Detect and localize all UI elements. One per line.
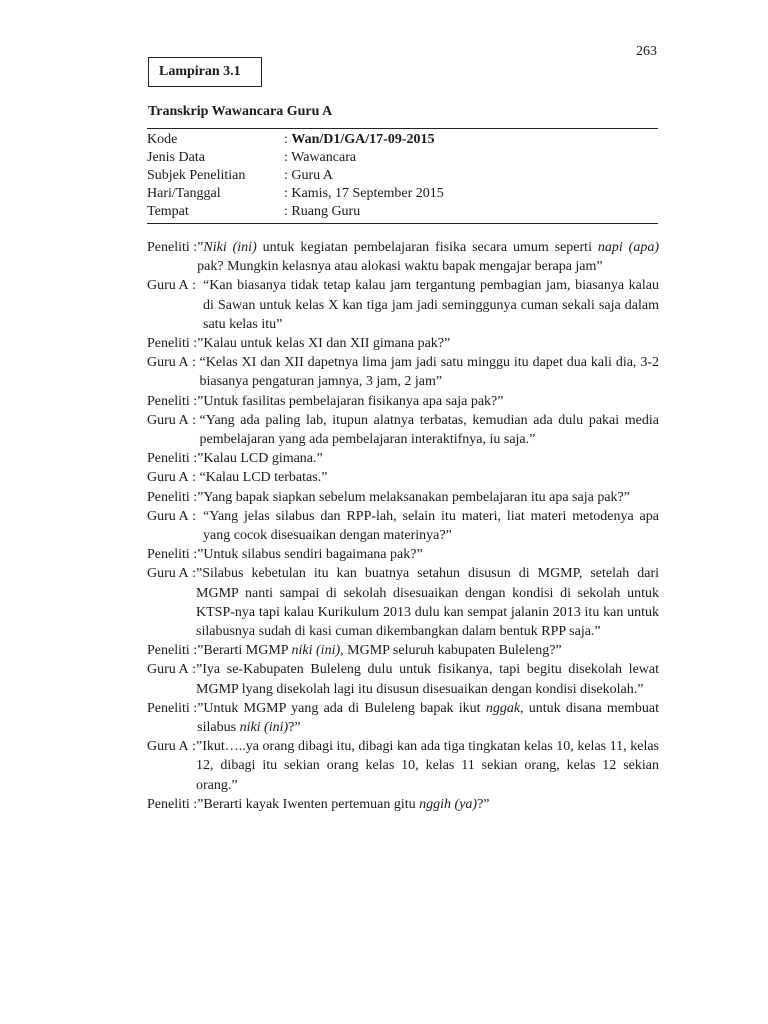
utterance-text: ”Niki (ini) untuk kegiatan pembelajaran fisika secara umum seperti napi (apa) pak? Mungkin kelasnya atau alokasi waktu bapak mengajar berapa jam” xyxy=(197,240,659,275)
metadata-row xyxy=(147,149,658,167)
transcript-entry: Guru A : “Kalau LCD terbatas.” xyxy=(147,468,659,487)
speaker-name: Peneliti xyxy=(147,796,190,812)
utterance-text: ”Yang bapak siapkan sebelum melaksanakan pembelajaran itu apa saja pak?” xyxy=(197,489,630,505)
speaker-name: Peneliti xyxy=(147,451,190,467)
metadata-row xyxy=(147,167,658,185)
utterance-text: ”Kalau untuk kelas XI dan XII gimana pak?” xyxy=(197,336,451,352)
utterance-text: “Yang jelas silabus dan RPP-lah, selain itu materi, liat materi metodenya apa yang cocok disesuaikan dengan materinya?” xyxy=(203,508,659,544)
metadata-value: : Wan/D1/GA/17-09-2015 xyxy=(284,132,435,147)
speaker-name: Guru A xyxy=(147,355,189,371)
interview-transcript xyxy=(147,238,659,814)
metadata-label: Tempat xyxy=(147,204,189,219)
utterance-text: “Yang ada paling lab, itupun alatnya terbatas, kemudian ada dulu pakai media pembelajaran yang ada pembelajaran interaktifnya, iu saja.” xyxy=(199,412,659,448)
transcript-entry: Peneliti : ”Yang bapak siapkan sebelum melaksanakan pembelajaran itu apa saja pak?” xyxy=(147,488,659,507)
metadata-row xyxy=(147,131,658,149)
metadata-value: : Wawancara xyxy=(284,150,357,165)
speaker-name: Peneliti xyxy=(147,393,190,409)
speaker-name: Peneliti xyxy=(147,489,190,505)
transcript-entry: Peneliti : ”Berarti kayak Iwenten pertemuan gitu nggih (ya)?” xyxy=(147,795,659,814)
metadata-label: Hari/Tanggal xyxy=(147,186,221,201)
speaker-name: Guru A xyxy=(147,662,189,678)
speaker-name: Peneliti xyxy=(147,700,190,716)
transcript-entry: Peneliti : ”Niki (ini) untuk kegiatan pembelajaran fisika secara umum seperti napi (apa) pak? Mungkin kelasnya atau alokasi waktu bapak mengajar berapa jam” xyxy=(147,238,659,276)
metadata-value: : Guru A xyxy=(284,168,334,183)
speaker-name: Guru A xyxy=(147,278,189,294)
transcript-entry: Peneliti : ”Untuk MGMP yang ada di Buleleng bapak ikut nggak, untuk disana membuat silabus niki (ini)?” xyxy=(147,699,659,737)
metadata-label: Jenis Data xyxy=(147,150,205,165)
metadata-value: : Ruang Guru xyxy=(284,204,361,219)
page-number: 263 xyxy=(636,44,657,59)
appendix-label: Lampiran 3.1 xyxy=(159,64,241,79)
speaker-name: Guru A xyxy=(147,739,189,755)
metadata-value: : Kamis, 17 September 2015 xyxy=(284,186,444,201)
transcript-entry: Peneliti : ”Untuk fasilitas pembelajaran fisikanya apa saja pak?” xyxy=(147,392,659,411)
utterance-text: ”Berarti MGMP niki (ini), MGMP seluruh kabupaten Buleleng?” xyxy=(197,643,562,659)
speaker-name: Guru A xyxy=(147,566,189,582)
speaker-name: Peneliti xyxy=(147,240,190,255)
transcript-entry: Peneliti : ”Kalau untuk kelas XI dan XII gimana pak?” xyxy=(147,334,659,353)
metadata-label: Kode xyxy=(147,132,178,147)
metadata-row xyxy=(147,203,658,221)
document-title: Transkrip Wawancara Guru A xyxy=(148,104,333,119)
speaker-name: Peneliti xyxy=(147,336,190,352)
speaker-name: Peneliti xyxy=(147,643,190,659)
utterance-text: ”Berarti kayak Iwenten pertemuan gitu nggih (ya)?” xyxy=(197,796,490,812)
transcript-entry: Guru A : “Yang jelas silabus dan RPP-lah, selain itu materi, liat materi metodenya apa yang cocok disesuaikan dengan materinya?” xyxy=(147,507,659,545)
speaker-name: Peneliti xyxy=(147,547,190,563)
utterance-text: ”Untuk MGMP yang ada di Buleleng bapak ikut nggak, untuk disana membuat silabus niki (ini)?” xyxy=(197,700,659,736)
utterance-text: ”Ikut…..ya orang dibagi itu, dibagi kan ada tiga tingkatan kelas 10, kelas 11, kelas 12, dibagi itu sekian orang kelas 10, kelas 11 sekian orang, kelas 12 sekian orang.” xyxy=(196,739,659,793)
utterance-text: ”Kalau LCD gimana.” xyxy=(197,451,323,467)
utterance-text: ”Untuk silabus sendiri bagaimana pak?” xyxy=(197,547,423,563)
speaker-name: Guru A xyxy=(147,508,189,524)
transcript-entry: Guru A : ”Silabus kebetulan itu kan buatnya setahun disusun di MGMP, setelah dari MGMP nanti sampai di sekolah disesuaikan dengan kondisi di sekolah untuk KTSP-nya tapi kalau Kurikulum 2013 dulu kan sempat jalanin 2013 itu kan untuk silabusnya sudah di kasi cuman dikembangkan dalam bentuk RPP saja.” xyxy=(147,564,659,641)
transcript-entry: Guru A : ”Ikut…..ya orang dibagi itu, dibagi kan ada tiga tingkatan kelas 10, kelas 11, kelas 12, dibagi itu sekian orang kelas 10, kelas 11 sekian orang, kelas 12 sekian orang.” xyxy=(147,737,659,795)
utterance-text: ”Silabus kebetulan itu kan buatnya setahun disusun di MGMP, setelah dari MGMP nanti sampai di sekolah disesuaikan dengan kondisi di sekolah untuk KTSP-nya tapi kalau Kurikulum 2013 dulu kan sempat jalanin 2013 itu kan untuk silabusnya sudah di kasi cuman dikembangkan dalam bentuk RPP saja.” xyxy=(196,566,659,640)
metadata-label: Subjek Penelitian xyxy=(147,168,246,183)
transcript-entry: Guru A : “Kan biasanya tidak tetap kalau jam tergantung pembagian jam, biasanya kalau di Sawan untuk kelas X kan tiga jam jadi seminggunya cuman sekali saja dalam satu kelas itu” xyxy=(147,276,659,334)
utterance-text: “Kan biasanya tidak tetap kalau jam tergantung pembagian jam, biasanya kalau di Sawan untuk kelas X kan tiga jam jadi seminggunya cuman sekali saja dalam satu kelas itu” xyxy=(203,278,659,332)
utterance-text: “Kelas XI dan XII dapetnya lima jam jadi satu minggu itu dapet dua kali dia, 3-2 biasanya pengaturan jamnya, 3 jam, 2 jam” xyxy=(199,355,659,390)
interview-metadata-table xyxy=(147,128,658,224)
transcript-entry: Peneliti : ”Berarti MGMP niki (ini), MGMP seluruh kabupaten Buleleng?” xyxy=(147,641,659,660)
appendix-label-box xyxy=(148,57,262,87)
utterance-text: “Kalau LCD terbatas.” xyxy=(199,470,328,486)
transcript-entry: Guru A : “Yang ada paling lab, itupun alatnya terbatas, kemudian ada dulu pakai media pembelajaran yang ada pembelajaran interaktifnya, iu saja.” xyxy=(147,411,659,449)
utterance-text: ”Iya se-Kabupaten Buleleng dulu untuk fisikanya, tapi begitu disekolah lewat MGMP lyang disekolah lagi itu disusun disesuaikan dengan kondisi disekolah.” xyxy=(196,662,659,697)
speaker-name: Guru A xyxy=(147,470,189,486)
utterance-text: ”Untuk fasilitas pembelajaran fisikanya apa saja pak?” xyxy=(197,393,504,409)
transcript-entry: Guru A : “Kelas XI dan XII dapetnya lima jam jadi satu minggu itu dapet dua kali dia, 3-2 biasanya pengaturan jamnya, 3 jam, 2 jam” xyxy=(147,353,659,391)
transcript-entry: Peneliti : ”Kalau LCD gimana.” xyxy=(147,449,659,468)
speaker-name: Guru A xyxy=(147,412,189,428)
transcript-entry: Peneliti : ”Untuk silabus sendiri bagaimana pak?” xyxy=(147,545,659,564)
metadata-row xyxy=(147,185,658,203)
transcript-entry: Guru A : ”Iya se-Kabupaten Buleleng dulu untuk fisikanya, tapi begitu disekolah lewat MGMP lyang disekolah lagi itu disusun disesuaikan dengan kondisi disekolah.” xyxy=(147,660,659,698)
